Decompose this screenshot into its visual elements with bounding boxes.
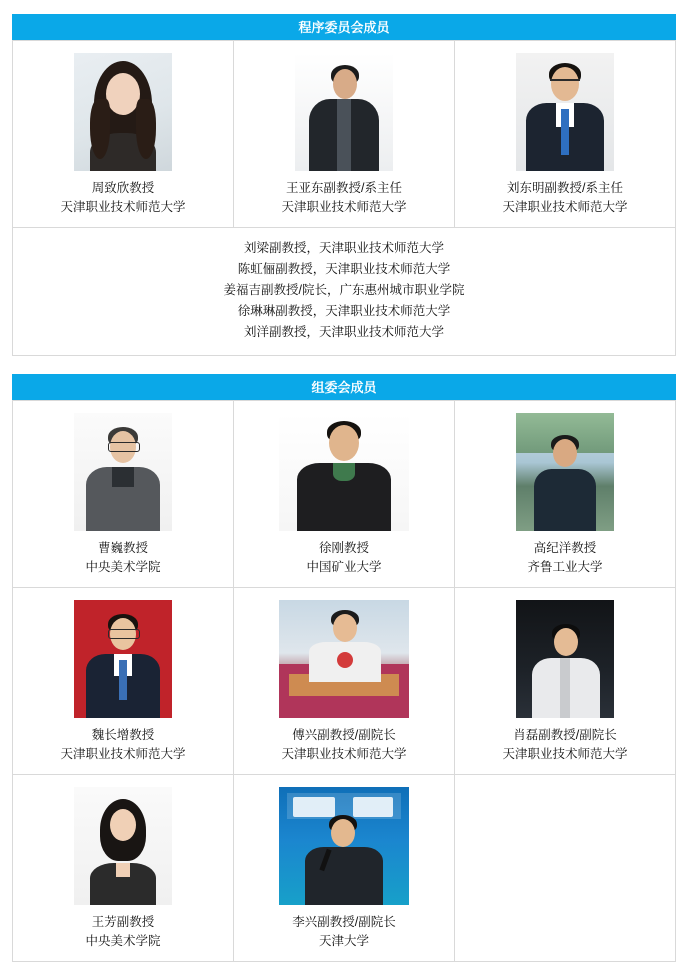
portrait-man-suit-blue-tie-photo <box>516 53 614 171</box>
portrait-man-black-jacket-photo <box>279 413 409 531</box>
member-cell-empty <box>455 775 676 962</box>
member-cell <box>234 588 455 775</box>
photo-man-microphone-blue-backdrop <box>279 787 409 905</box>
additional-member: 刘梁副教授，天津职业技术师范大学 <box>243 241 444 255</box>
notes-cell <box>13 228 676 356</box>
additional-members-list <box>13 228 675 355</box>
member-cell <box>455 401 676 588</box>
section-program-committee <box>12 14 676 356</box>
member-affiliation: 天津职业技术师范大学 <box>60 200 186 214</box>
member-cell <box>13 588 234 775</box>
photo-man-podium-speech <box>279 600 409 718</box>
portrait-woman-long-hair-photo <box>74 53 172 171</box>
member-name: 周致欣教授 <box>91 181 155 195</box>
table-row <box>13 775 676 962</box>
additional-member: 陈虹俪副教授，天津职业技术师范大学 <box>237 262 451 276</box>
member-cell <box>455 588 676 775</box>
member-affiliation: 天津职业技术师范大学 <box>502 200 628 214</box>
member-name: 肖磊副教授/副院长 <box>513 728 617 742</box>
member-cell <box>13 401 234 588</box>
member-name: 李兴副教授/副院长 <box>292 915 396 929</box>
member-name: 魏长增教授 <box>91 728 155 742</box>
member-cell <box>234 401 455 588</box>
member-affiliation: 天津职业技术师范大学 <box>502 747 628 761</box>
member-cell <box>13 775 234 962</box>
table-row <box>13 41 676 228</box>
additional-member: 姜福吉副教授/院长，广东惠州城市职业学院 <box>223 283 465 297</box>
member-affiliation: 天津职业技术师范大学 <box>281 200 407 214</box>
portrait-man-glasses-gray-photo <box>74 413 172 531</box>
member-name: 徐刚教授 <box>318 541 369 555</box>
portrait-young-man-white-jacket-photo <box>516 600 614 718</box>
additional-member: 刘洋副教授，天津职业技术师范大学 <box>243 325 444 339</box>
program-committee-table <box>12 40 676 356</box>
portrait-man-dark-jacket-photo <box>295 53 393 171</box>
member-cell <box>234 41 455 228</box>
member-cell <box>234 775 455 962</box>
member-affiliation: 天津职业技术师范大学 <box>60 747 186 761</box>
table-row <box>13 401 676 588</box>
section-title-program-committee: 程序委员会成员 <box>12 14 676 40</box>
portrait-man-outdoor-lake-photo <box>516 413 614 531</box>
member-affiliation: 中央美术学院 <box>85 934 161 948</box>
member-name: 王芳副教授 <box>91 915 155 929</box>
member-name: 曹巍教授 <box>97 541 148 555</box>
portrait-man-red-background-photo <box>74 600 172 718</box>
member-name: 刘东明副教授/系主任 <box>507 181 623 195</box>
member-affiliation: 中国矿业大学 <box>306 560 382 574</box>
section-organizing-committee <box>12 374 676 962</box>
member-affiliation: 天津大学 <box>318 934 369 948</box>
portrait-woman-dark-hair-photo <box>74 787 172 905</box>
table-row-notes <box>13 228 676 356</box>
member-cell <box>455 41 676 228</box>
organizing-committee-table <box>12 400 676 962</box>
member-affiliation: 天津职业技术师范大学 <box>281 747 407 761</box>
member-affiliation: 齐鲁工业大学 <box>527 560 603 574</box>
member-affiliation: 中央美术学院 <box>85 560 161 574</box>
section-title-organizing-committee: 组委会成员 <box>12 374 676 400</box>
member-name: 王亚东副教授/系主任 <box>286 181 402 195</box>
additional-member: 徐琳琳副教授，天津职业技术师范大学 <box>237 304 451 318</box>
table-row <box>13 588 676 775</box>
member-name: 傅兴副教授/副院长 <box>292 728 396 742</box>
member-name: 高纪洋教授 <box>533 541 597 555</box>
member-cell <box>13 41 234 228</box>
